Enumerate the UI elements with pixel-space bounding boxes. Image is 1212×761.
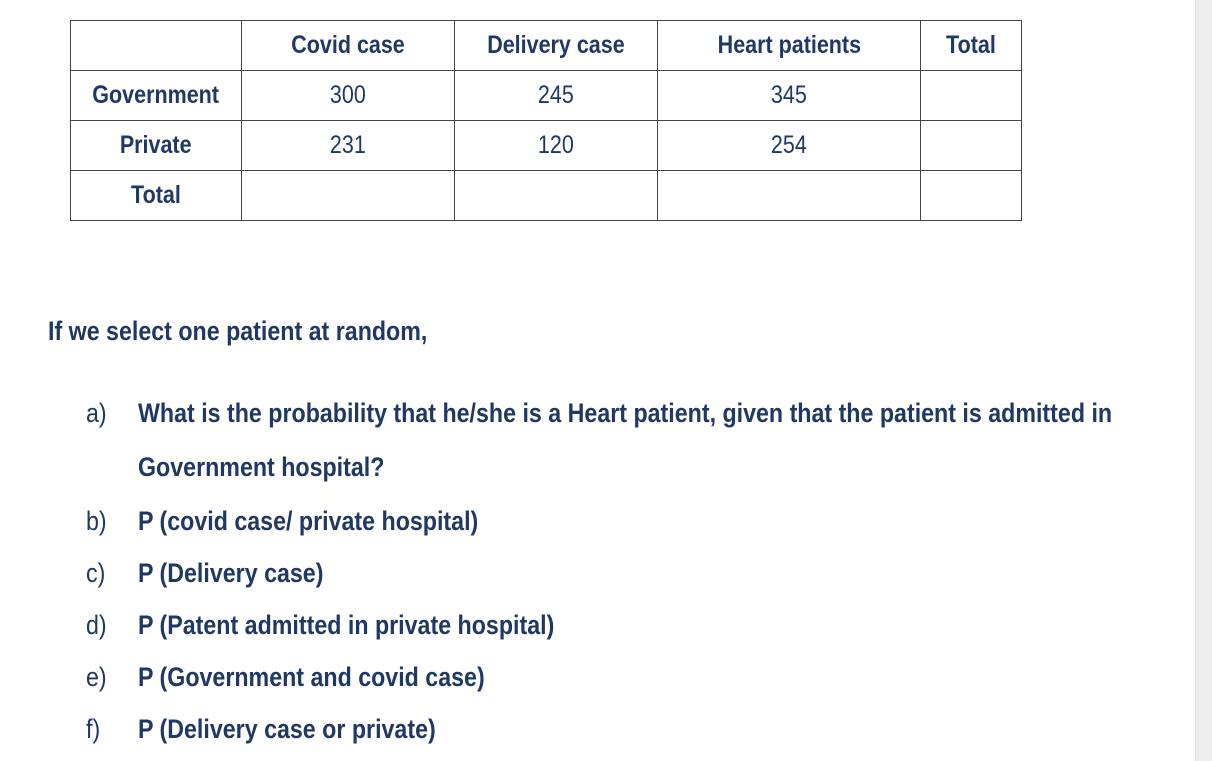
table-cell (455, 121, 658, 171)
data-table (70, 20, 1022, 221)
question-marker: e) (86, 662, 107, 692)
question-text: What is the probability that he/she is a Heart patient, given that the patient is admitted in (138, 398, 1113, 428)
row-header-label: Government (92, 81, 220, 109)
table-cell (921, 121, 1022, 171)
table-row (71, 71, 1022, 121)
table-cell (658, 71, 921, 121)
table-header-cell (242, 21, 455, 71)
table-header-label: Heart patients (717, 31, 861, 59)
row-header-cell (71, 121, 242, 171)
question-marker: a) (86, 398, 107, 428)
question-marker: d) (86, 610, 107, 640)
table-header-label: Total (946, 31, 996, 59)
table-cell (658, 171, 921, 221)
question-text: P (Government and covid case) (138, 662, 485, 692)
cell-value: 120 (538, 131, 574, 159)
cell-value: 231 (330, 131, 366, 159)
row-header-cell (71, 171, 242, 221)
question-text: P (Delivery case) (138, 558, 324, 588)
question-text: P (covid case/ private hospital) (138, 506, 479, 536)
table-header-label: Covid case (291, 31, 405, 59)
table-header-cell (455, 21, 658, 71)
table-cell (242, 171, 455, 221)
table-cell (921, 171, 1022, 221)
table-row (71, 121, 1022, 171)
cell-value: 245 (538, 81, 574, 109)
table-cell (242, 71, 455, 121)
question-text-continued: Government hospital? (138, 452, 385, 482)
table-cell (242, 121, 455, 171)
table-header-cell (71, 21, 242, 71)
table-header-label: Delivery case (487, 31, 625, 59)
question-marker: f) (86, 714, 101, 744)
table-cell (455, 71, 658, 121)
intro-text: If we select one patient at random, (48, 316, 428, 346)
row-header-label: Private (120, 131, 192, 159)
row-header-label: Total (131, 181, 181, 209)
table-header-cell (921, 21, 1022, 71)
cell-value: 345 (771, 81, 807, 109)
table-cell (921, 71, 1022, 121)
table-header-row (71, 21, 1022, 71)
row-header-cell (71, 71, 242, 121)
question-marker: b) (86, 506, 107, 536)
question-marker: c) (86, 558, 106, 588)
table-cell (455, 171, 658, 221)
question-text: P (Delivery case or private) (138, 714, 436, 744)
cell-value: 300 (330, 81, 366, 109)
question-text: P (Patent admitted in private hospital) (138, 610, 555, 640)
cell-value: 254 (771, 131, 807, 159)
table-row (71, 171, 1022, 221)
table-cell (658, 121, 921, 171)
table-header-cell (658, 21, 921, 71)
scrollbar[interactable] (1195, 0, 1212, 761)
